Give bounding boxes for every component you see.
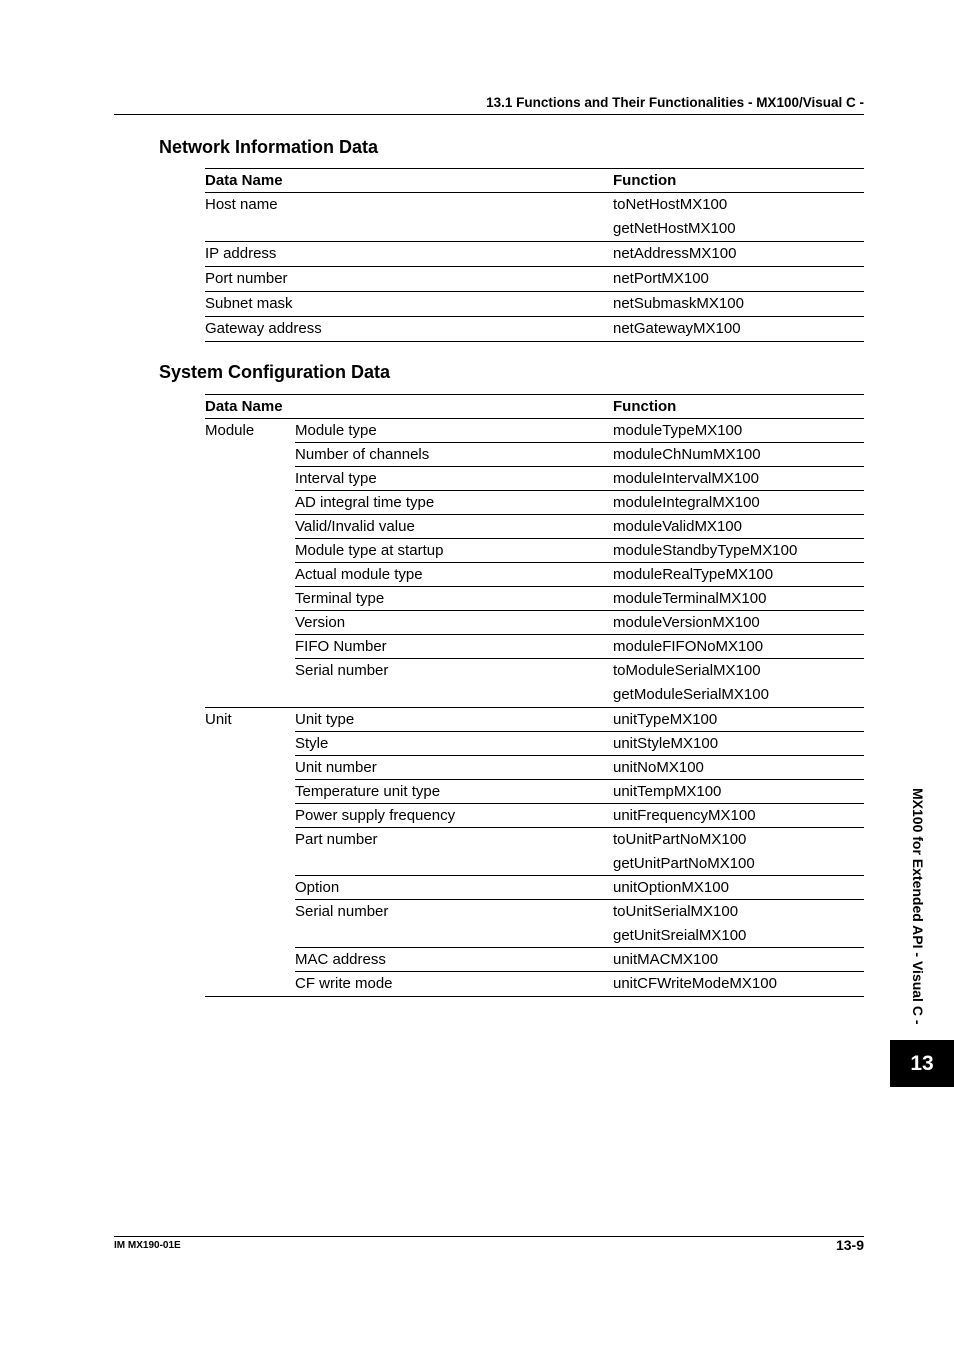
data-name-cell: Part number (295, 831, 378, 848)
data-name-cell: Unit type (295, 711, 355, 728)
table-row (205, 948, 864, 972)
function-cell: unitStyleMX100 (613, 735, 719, 752)
table-row (205, 515, 864, 539)
function-cell: getModuleSerialMX100 (613, 686, 769, 703)
data-name-cell: Serial number (295, 662, 389, 679)
table-row (205, 828, 864, 852)
group-cell: Unit (205, 711, 232, 728)
function-cell: toUnitSerialMX100 (613, 903, 739, 920)
header-rule (114, 114, 864, 115)
function-cell: netSubmaskMX100 (613, 295, 744, 312)
table-row (205, 539, 864, 563)
table-row (205, 756, 864, 780)
table-row (205, 924, 864, 948)
table-row (205, 780, 864, 804)
table-row (205, 266, 864, 291)
system-table-body (205, 419, 864, 997)
function-cell: unitNoMX100 (613, 759, 704, 776)
function-cell: unitMACMX100 (613, 951, 719, 968)
table-row (205, 291, 864, 316)
table-row (205, 683, 864, 707)
data-name-cell: Power supply frequency (295, 807, 456, 824)
function-cell: moduleChNumMX100 (613, 446, 761, 463)
function-cell: unitFrequencyMX100 (613, 807, 756, 824)
function-cell: netAddressMX100 (613, 245, 737, 262)
col-data-name: Data Name (205, 398, 283, 415)
table-row (205, 316, 864, 342)
data-name-cell: Temperature unit type (295, 783, 441, 800)
col-data-name: Data Name (205, 172, 283, 189)
function-cell: moduleTypeMX100 (613, 422, 743, 439)
data-name-cell: CF write mode (295, 975, 393, 992)
table-row (205, 707, 864, 732)
function-cell: toModuleSerialMX100 (613, 662, 761, 679)
page-number: 13-9 (835, 1237, 864, 1253)
table-row (205, 876, 864, 900)
table-row (205, 659, 864, 683)
system-section-title: System Configuration Data (159, 362, 391, 382)
function-cell: netGatewayMX100 (613, 320, 741, 337)
chapter-tab: 13 (890, 1040, 954, 1087)
function-cell: netPortMX100 (613, 270, 709, 287)
data-name-cell: Style (295, 735, 329, 752)
data-name-cell: Host name (205, 196, 278, 213)
group-cell: Module (205, 422, 255, 439)
table-row (205, 587, 864, 611)
function-cell: getUnitSreialMX100 (613, 927, 747, 944)
running-header: 13.1 Functions and Their Functionalities - MX100/Visual C - (486, 95, 864, 110)
table-row (205, 900, 864, 924)
network-table (205, 168, 864, 342)
function-cell: unitCFWriteModeMX100 (613, 975, 777, 992)
data-name-cell: Version (295, 614, 346, 631)
data-name-cell: IP address (205, 245, 277, 262)
function-cell: unitTypeMX100 (613, 711, 718, 728)
data-name-cell: Terminal type (295, 590, 385, 607)
table-row (205, 563, 864, 587)
function-cell: moduleIntegralMX100 (613, 494, 760, 511)
table-row (205, 635, 864, 659)
data-name-cell: Port number (205, 270, 288, 287)
data-name-cell: AD integral time type (295, 494, 435, 511)
data-name-cell: Subnet mask (205, 295, 293, 312)
data-name-cell: Serial number (295, 903, 389, 920)
function-cell: unitTempMX100 (613, 783, 722, 800)
data-name-cell: Valid/Invalid value (295, 518, 415, 535)
function-cell: moduleRealTypeMX100 (613, 566, 774, 583)
table-row (205, 611, 864, 635)
table-row (205, 443, 864, 467)
data-name-cell: MAC address (295, 951, 386, 968)
table-row (205, 193, 864, 217)
system-table-header (205, 394, 864, 419)
col-function: Function (613, 172, 677, 189)
function-cell: moduleValidMX100 (613, 518, 742, 535)
table-row (205, 467, 864, 491)
data-name-cell: Module type (295, 422, 377, 439)
network-table-header (205, 168, 864, 193)
function-cell: moduleIntervalMX100 (613, 470, 759, 487)
data-name-cell: Interval type (295, 470, 377, 487)
side-tab-label: MX100 for Extended API - Visual C - (910, 788, 926, 1025)
function-cell: moduleTerminalMX100 (613, 590, 767, 607)
table-row (205, 419, 864, 443)
document-id: IM MX190-01E (114, 1240, 181, 1251)
network-section-title: Network Information Data (159, 137, 379, 157)
footer-rule (114, 1236, 864, 1237)
table-row (205, 852, 864, 876)
table-row (205, 972, 864, 997)
table-row (205, 491, 864, 515)
data-name-cell: Option (295, 879, 340, 896)
data-name-cell: Module type at startup (295, 542, 444, 559)
table-row (205, 241, 864, 266)
function-cell: unitOptionMX100 (613, 879, 729, 896)
function-cell: getUnitPartNoMX100 (613, 855, 755, 872)
function-cell: moduleStandbyTypeMX100 (613, 542, 798, 559)
data-name-cell: Unit number (295, 759, 377, 776)
data-name-cell: Gateway address (205, 320, 322, 337)
function-cell: toUnitPartNoMX100 (613, 831, 747, 848)
function-cell: getNetHostMX100 (613, 220, 736, 237)
col-function: Function (613, 398, 677, 415)
data-name-cell: Actual module type (295, 566, 423, 583)
table-row (205, 732, 864, 756)
data-name-cell: FIFO Number (295, 638, 387, 655)
table-row (205, 217, 864, 241)
table-row (205, 804, 864, 828)
function-cell: moduleVersionMX100 (613, 614, 760, 631)
function-cell: toNetHostMX100 (613, 196, 728, 213)
data-name-cell: Number of channels (295, 446, 430, 463)
system-table (205, 394, 864, 997)
function-cell: moduleFIFONoMX100 (613, 638, 764, 655)
